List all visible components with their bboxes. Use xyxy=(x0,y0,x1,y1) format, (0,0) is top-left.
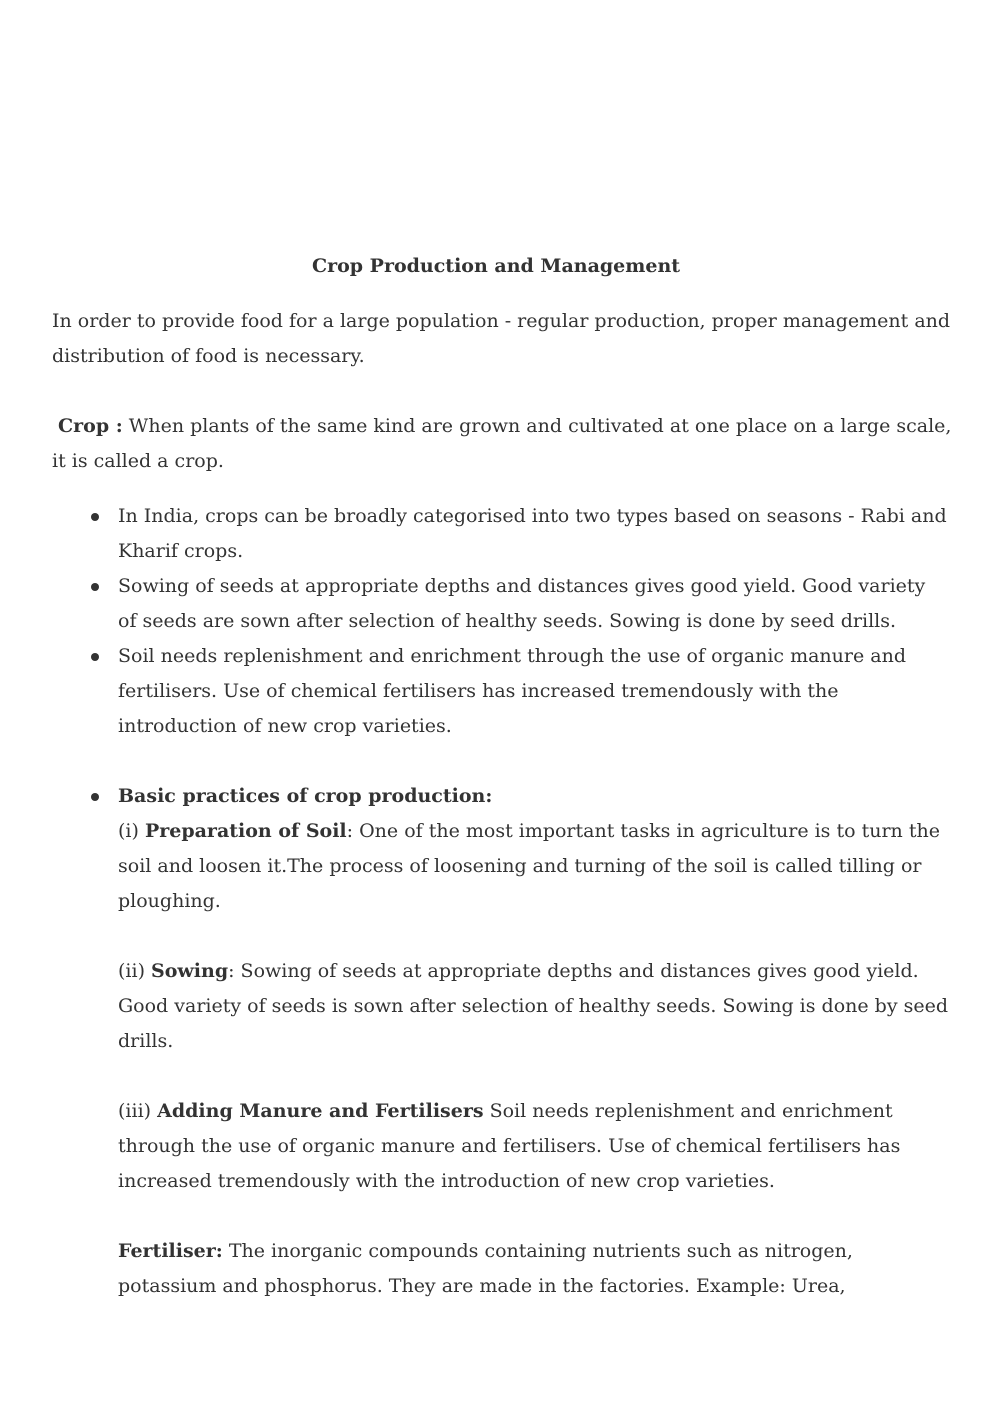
list-item: Soil needs replenishment and enrichment through the use of organic manure and fertilisers. Use of chemical fertilisers has increased tremendously with the introduction of new crop varieties. xyxy=(118,639,948,744)
basic-practices-list xyxy=(118,779,948,1304)
page-title: Crop Production and Management xyxy=(311,255,681,277)
crop-term: Crop : xyxy=(58,415,123,437)
soil-preparation: (i) Preparation of Soil: One of the most important tasks in agriculture is to turn the soil and loosen it.The process of loosening and turning of the soil is called tilling or ploughing. xyxy=(118,820,940,912)
crop-definition-text: When plants of the same kind are grown and cultivated at one place on a large scale, it is called a crop. xyxy=(52,415,952,472)
fertiliser-term: Fertiliser: xyxy=(118,1240,223,1262)
intro-paragraph: In order to provide food for a large population - regular production, proper management and distribution of food is necessary. xyxy=(52,310,951,367)
adding-manure: (iii) Adding Manure and Fertilisers Soil needs replenishment and enrichment through the use of organic manure and fertilisers. Use of chemical fertilisers has increased tremendously with the introduction of new crop varieties. xyxy=(118,1100,901,1192)
sowing-term: Sowing xyxy=(151,960,229,982)
soil-preparation-term: Preparation of Soil xyxy=(144,820,347,842)
bullet-list xyxy=(118,499,948,744)
basic-practices-heading: Basic practices of crop production: xyxy=(118,785,493,807)
list-item: Sowing of seeds at appropriate depths and distances gives good yield. Good variety of seeds are sown after selection of healthy seeds. Sowing is done by seed drills. xyxy=(118,569,948,639)
adding-manure-term: Adding Manure and Fertilisers xyxy=(157,1100,484,1122)
crop-definition xyxy=(52,409,952,479)
list-item: In India, crops can be broadly categorised into two types based on seasons - Rabi and Kharif crops. xyxy=(118,499,948,569)
fertiliser-definition: Fertiliser: The inorganic compounds containing nutrients such as nitrogen, potassium and phosphorus. They are made in the factories. Example: Urea, xyxy=(118,1240,853,1297)
list-item xyxy=(118,779,948,1304)
sowing: (ii) Sowing: Sowing of seeds at appropriate depths and distances gives good yield. Good variety of seeds is sown after selection of healthy seeds. Sowing is done by seed drills. xyxy=(118,960,949,1052)
